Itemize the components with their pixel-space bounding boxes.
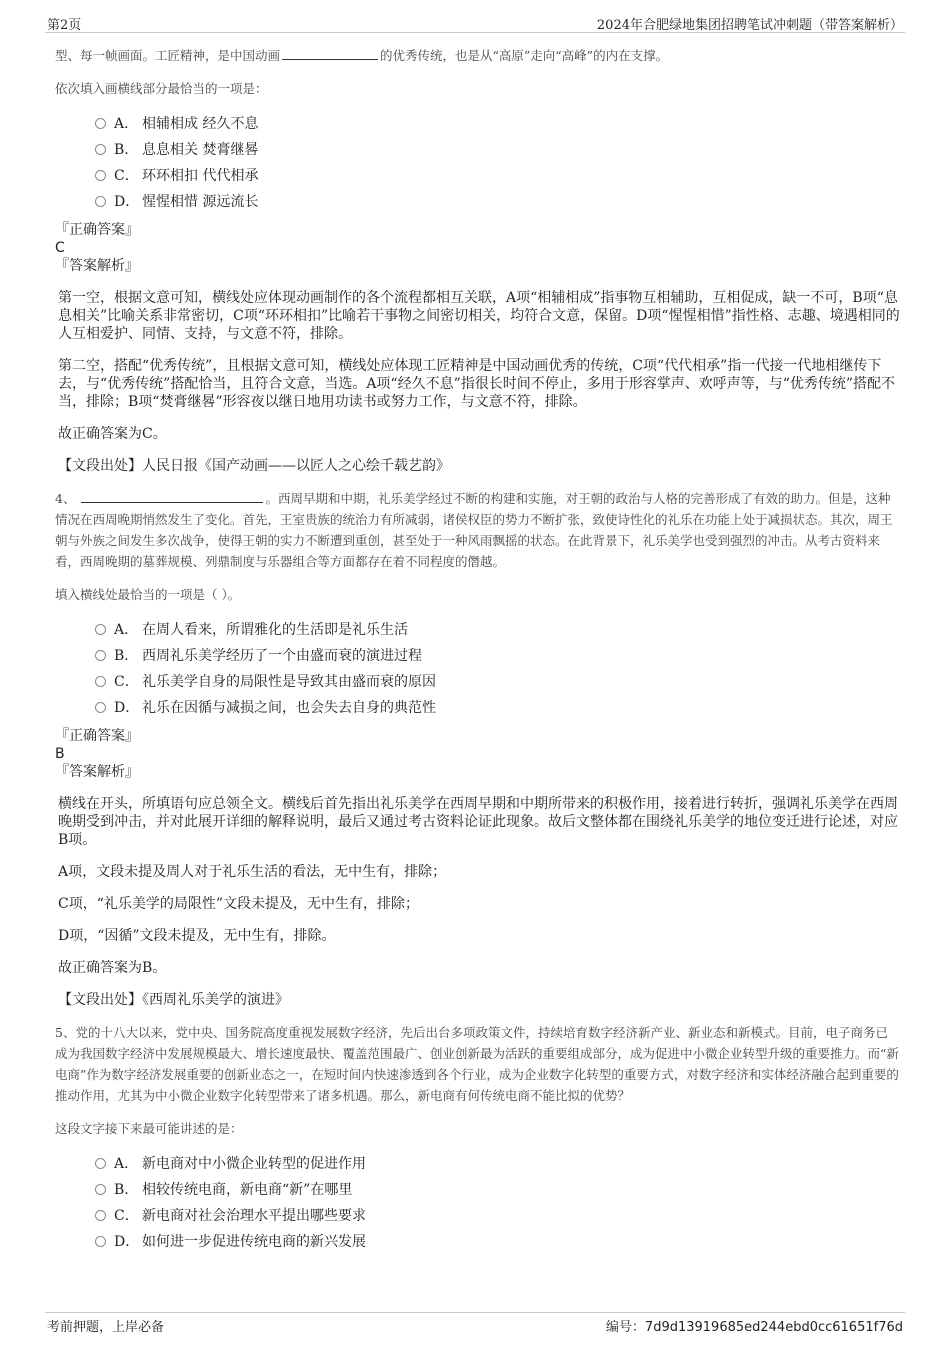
q3-options bbox=[55, 111, 900, 215]
radio-icon[interactable] bbox=[95, 1236, 106, 1247]
q4-blank bbox=[81, 490, 263, 503]
document-code-value: 7d9d13919685ed244ebd0cc61651f76d bbox=[644, 1320, 903, 1335]
page-footer bbox=[45, 1312, 905, 1335]
radio-icon[interactable] bbox=[95, 118, 106, 129]
q3-prompt: 依次填入画横线部分最恰当的一项是： bbox=[55, 81, 268, 96]
q4-prompt: 填入横线处最恰当的一项是（ ）。 bbox=[55, 587, 241, 602]
q4-answer-label: 『正确答案』 bbox=[55, 728, 139, 744]
q3-blank bbox=[282, 47, 378, 60]
page-content bbox=[55, 45, 900, 1255]
q3-option-d[interactable]: D． 惺惺相惜 源远流长 bbox=[95, 189, 900, 215]
q5-stem: 5、党的十八大以来，党中央、国务院高度重视发展数字经济，先后出台多项政策文件，持续培育数字经济新产业、新业态和新模式。目前，电子商务已成为我国数字经济中发展规模最大、增长速度最快、覆盖范围最广、创业创新最为活跃的重要组成部分，成为促进中小微企业转型升级的重要推力。而“新电商”作为数字经济发展重要的创新业态之一，在短时间内快速渗透到各个行业，成为企业数字化转型的重要方式，对数字经济和实体经济融合起到重要的推动作用，尤其为中小微企业数字化转型带来了诸多机遇。那么，新电商有何传统电商不能比拟的优势？ bbox=[55, 1025, 899, 1103]
q3-option-b[interactable]: B． 息息相关 焚膏继晷 bbox=[95, 137, 900, 163]
q3-stem: 型、每一帧画面。工匠精神，是中国动画 的优秀传统，也是从“高原”走向“高峰”的内在支撑。 bbox=[55, 48, 669, 63]
document-title: 2024年合肥绿地集团招聘笔试冲刺题（带答案解析） bbox=[596, 18, 903, 33]
q5-option-d[interactable]: D． 如何进一步促进传统电商的新兴发展 bbox=[95, 1229, 900, 1255]
radio-icon[interactable] bbox=[95, 676, 106, 687]
q4-analysis-1: 横线在开头，所填语句应总领全文。横线后首先指出礼乐美学在西周早期和中期所带来的积极作用，接着进行转折，强调礼乐美学在西周晚期受到冲击，并对此展开详细的解释说明，最后又通过考古资料论证此现象。故后文整体都在围绕礼乐美学的地位变迁进行论述，对应B项。 bbox=[58, 796, 898, 848]
radio-icon[interactable] bbox=[95, 1210, 106, 1221]
radio-icon[interactable] bbox=[95, 196, 106, 207]
q4-analysis-4: D项，“因循”文段未提及，无中生有，排除。 bbox=[58, 928, 336, 944]
q3-answer-label: 『正确答案』 bbox=[55, 222, 139, 238]
q3-option-a[interactable]: A． 相辅相成 经久不息 bbox=[95, 111, 900, 137]
q4-option-d[interactable]: D． 礼乐在因循与减损之间，也会失去自身的典范性 bbox=[95, 695, 900, 721]
radio-icon[interactable] bbox=[95, 650, 106, 661]
q5-option-a[interactable]: A． 新电商对中小微企业转型的促进作用 bbox=[95, 1151, 900, 1177]
page-number: 第2页 bbox=[47, 18, 82, 33]
document-code: 编号：7d9d13919685ed244ebd0cc61651f76d bbox=[605, 1320, 903, 1335]
q3-analysis-3: 故正确答案为C。 bbox=[58, 426, 167, 442]
q5-option-b[interactable]: B． 相较传统电商，新电商“新”在哪里 bbox=[95, 1177, 900, 1203]
q4-analysis-2: A项，文段未提及周人对于礼乐生活的看法，无中生有，排除； bbox=[58, 864, 447, 880]
q3-analysis-1: 第一空，根据文意可知，横线处应体现动画制作的各个流程都相互关联，A项“相辅相成”指事物互相辅助，互相促成，缺一不可，B项“息息相关”比喻关系非常密切，C项“环环相扣”比喻若干事物之间密切相关，均符合文意，保留。D项“惺惺相惜”指性格、志趣、境遇相同的人互相爱护、同情、支持，与文意不符，排除。 bbox=[58, 290, 900, 342]
radio-icon[interactable] bbox=[95, 170, 106, 181]
radio-icon[interactable] bbox=[95, 702, 106, 713]
q3-option-c[interactable]: C． 环环相扣 代代相承 bbox=[95, 163, 900, 189]
q4-analysis-5: 故正确答案为B。 bbox=[58, 960, 167, 976]
radio-icon[interactable] bbox=[95, 1158, 106, 1169]
radio-icon[interactable] bbox=[95, 624, 106, 635]
q4-analysis-3: C项，“礼乐美学的局限性”文段未提及，无中生有，排除； bbox=[58, 896, 420, 912]
page-header bbox=[45, 12, 905, 33]
q4-stem: 4、 。西周早期和中期，礼乐美学经过不断的构建和实施，对王朝的政治与人格的完善形成了有效的助力。但是，这种情况在西周晚期悄然发生了变化。首先，王室贵族的统治力有所减弱，诸侯权臣的势力不断扩张，致使诗性化的礼乐在功能上处于减损状态。其次，周王朝与外族之间发生多次战争，使得王朝的实力不断遭到重创，甚至处于一种风雨飘摇的状态。在此背景下，礼乐美学也受到强烈的冲击。从考古资料来看，西周晚期的墓葬规模、列鼎制度与乐器组合等方面都存在着不同程度的僭越。 bbox=[55, 491, 893, 569]
q4-option-c[interactable]: C． 礼乐美学自身的局限性是导致其由盛而衰的原因 bbox=[95, 669, 900, 695]
q5-option-c[interactable]: C． 新电商对社会治理水平提出哪些要求 bbox=[95, 1203, 900, 1229]
q4-answer: B bbox=[55, 746, 65, 762]
footer-slogan: 考前押题，上岸必备 bbox=[47, 1320, 165, 1335]
q5-options bbox=[55, 1151, 900, 1255]
q4-options bbox=[55, 617, 900, 721]
q4-source: 【文段出处】《西周礼乐美学的演进》 bbox=[58, 992, 289, 1008]
q3-analysis-label: 『答案解析』 bbox=[55, 258, 139, 274]
q5-prompt: 这段文字接下来最可能讲述的是： bbox=[55, 1121, 243, 1136]
q3-answer: C bbox=[55, 240, 65, 256]
q4-option-a[interactable]: A． 在周人看来，所谓雅化的生活即是礼乐生活 bbox=[95, 617, 900, 643]
q3-source: 【文段出处】人民日报《国产动画——以匠人之心绘千载艺韵》 bbox=[58, 458, 450, 474]
radio-icon[interactable] bbox=[95, 1184, 106, 1195]
q4-option-b[interactable]: B． 西周礼乐美学经历了一个由盛而衰的演进过程 bbox=[95, 643, 900, 669]
radio-icon[interactable] bbox=[95, 144, 106, 155]
q3-analysis-2: 第二空，搭配“优秀传统”，且根据文意可知，横线处应体现工匠精神是中国动画优秀的传统，C项“代代相承”指一代接一代地相继传下去，与“优秀传统”搭配恰当，且符合文意，当选。A项“经久不息”指很长时间不停止，多用于形容掌声、欢呼声等，与“优秀传统”搭配不当，排除；B项“焚膏继晷”形容夜以继日地用功读书或努力工作，与文意不符，排除。 bbox=[58, 358, 896, 410]
q4-analysis-label: 『答案解析』 bbox=[55, 764, 139, 780]
